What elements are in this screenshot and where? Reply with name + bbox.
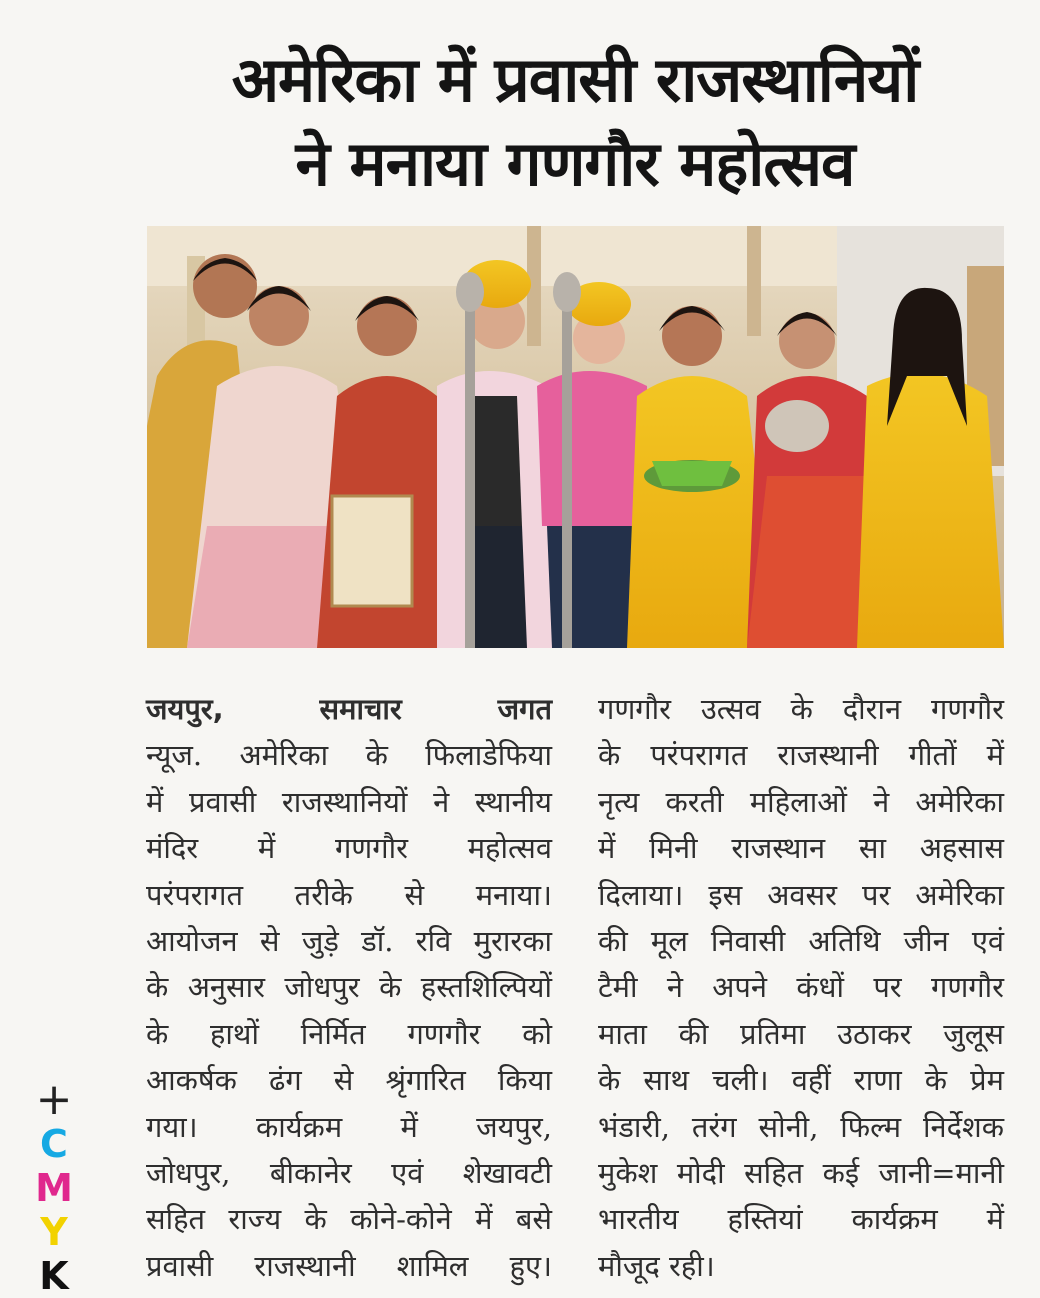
article-line: भारतीय हस्तियां कार्यक्रम में bbox=[598, 1202, 1004, 1237]
cmyk-cyan-mark: C bbox=[40, 1122, 68, 1166]
headline-line-1: अमेरिका में प्रवासी राजस्थानियों bbox=[231, 43, 919, 116]
article-dateline: जयपुर, समाचार जगत bbox=[146, 692, 552, 726]
headline bbox=[140, 38, 1010, 206]
article-line: आकर्षक ढंग से श्रृंगारित किया bbox=[146, 1063, 552, 1098]
article-line: परंपरागत तरीके से मनाया। bbox=[146, 877, 552, 912]
article-line: मंदिर में गणगौर महोत्सव bbox=[146, 831, 552, 866]
article-line: मुकेश मोदी सहित कई जानी=मानी bbox=[598, 1155, 1004, 1190]
article-line: के साथ चली। वहीं राणा के प्रेम bbox=[598, 1063, 1004, 1098]
article-line: भंडारी, तरंग सोनी, फिल्म निर्देशक bbox=[598, 1109, 1004, 1144]
registration-plus-mark: + bbox=[35, 1074, 73, 1125]
article-line: दिलाया। इस अवसर पर अमेरिका bbox=[598, 877, 1004, 912]
article-line: के परंपरागत राजस्थानी गीतों में bbox=[598, 738, 1004, 773]
article-line: की मूल निवासी अतिथि जीन एवं bbox=[598, 923, 1004, 958]
article-line-last: मौजूद रही। bbox=[598, 1248, 715, 1283]
cmyk-registration-marks bbox=[34, 1074, 74, 1298]
article-line: प्रवासी राजस्थानी शामिल हुए। bbox=[146, 1248, 552, 1283]
event-photo bbox=[147, 226, 1004, 648]
article-line: में मिनी राजस्थान सा अहसास bbox=[598, 831, 1004, 866]
article-line: गया। कार्यक्रम में जयपुर, bbox=[146, 1109, 552, 1144]
article-line: माता की प्रतिमा उठाकर जुलूस bbox=[598, 1016, 1004, 1051]
article-line: नृत्य करती महिलाओं ने अमेरिका bbox=[598, 784, 1004, 819]
article-line: के हाथों निर्मित गणगौर को bbox=[146, 1016, 552, 1051]
article-line: न्यूज. अमेरिका के फिलाडेफिया bbox=[146, 738, 552, 773]
article-column-left bbox=[146, 686, 552, 1289]
article-line: गणगौर उत्सव के दौरान गणगौर bbox=[598, 692, 1004, 726]
article-line: आयोजन से जुड़े डॉ. रवि मुरारका bbox=[146, 923, 552, 958]
article-line: के अनुसार जोधपुर के हस्तशिल्पियों bbox=[146, 970, 552, 1005]
cmyk-magenta-mark: M bbox=[35, 1166, 73, 1210]
article-line: टैमी ने अपने कंधों पर गणगौर bbox=[598, 970, 1004, 1005]
headline-line-2: ने मनाया गणगौर महोत्सव bbox=[295, 127, 855, 200]
article-column-right bbox=[598, 686, 1004, 1289]
article-line: सहित राज्य के कोने-कोने में बसे bbox=[146, 1202, 552, 1237]
article-line: में प्रवासी राजस्थानियों ने स्थानीय bbox=[146, 784, 552, 819]
group-photo-image bbox=[147, 226, 1004, 648]
cmyk-black-mark: K bbox=[39, 1254, 69, 1298]
cmyk-yellow-mark: Y bbox=[40, 1210, 68, 1254]
article-line: जोधपुर, बीकानेर एवं शेखावटी bbox=[146, 1155, 552, 1190]
